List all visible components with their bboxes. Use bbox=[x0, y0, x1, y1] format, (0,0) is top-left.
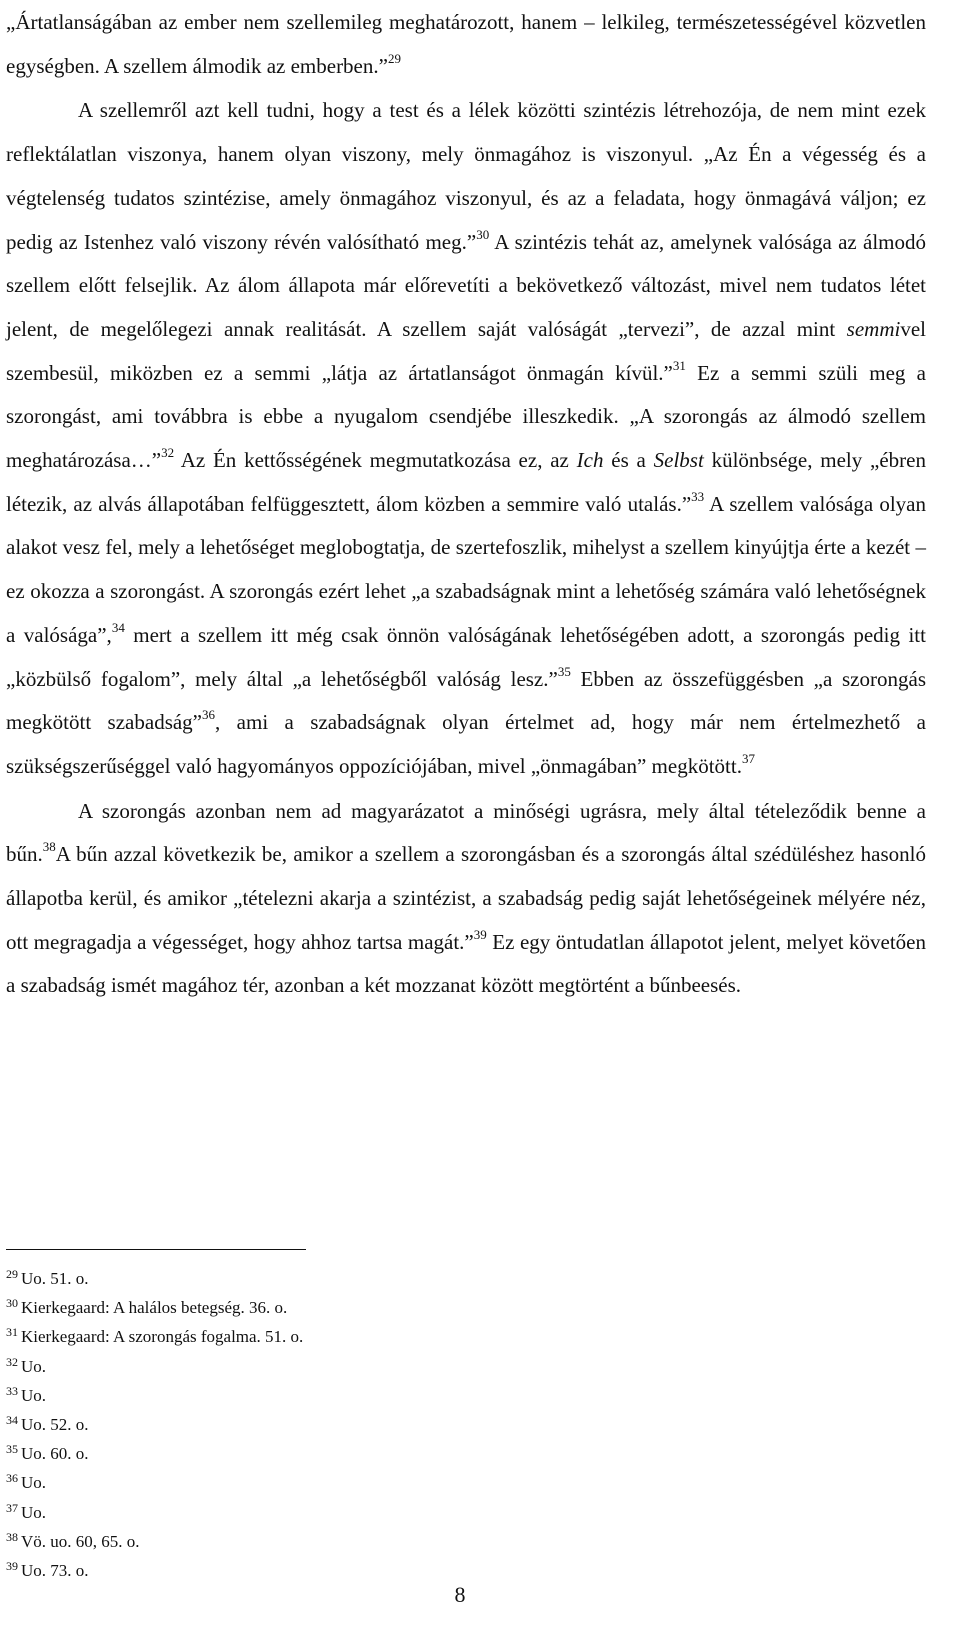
footnote-separator bbox=[6, 1249, 306, 1250]
footnote-marker: 32 bbox=[161, 445, 175, 461]
text-run: és a bbox=[603, 448, 654, 473]
footnote-text: Kierkegaard: A szorongás fogalma. 51. o. bbox=[21, 1327, 304, 1347]
footnote-text: Uo. 52. o. bbox=[21, 1415, 89, 1435]
text-run: A szintézis tehát az, amelynek valósága az álmodó szellem előtt felsejlik. Az álom állapota már előrevetíti a bekövetkező változást, mivel nem tudatos létet jelent, de megelőlegezi annak realitását. A szellem saját valóságát „tervezi”, de azzal mint bbox=[6, 229, 926, 341]
footnote-item bbox=[6, 1466, 606, 1495]
footnote-item bbox=[6, 1291, 606, 1320]
paragraph bbox=[6, 88, 926, 788]
footnote-number: 39 bbox=[6, 1559, 18, 1574]
footnote-number: 33 bbox=[6, 1383, 18, 1398]
footnote-item bbox=[6, 1496, 606, 1525]
footnote-marker: 39 bbox=[473, 926, 487, 942]
footnote-number: 29 bbox=[6, 1267, 18, 1281]
text-run: Ez egy öntudatlan állapotot jelent, melyet követően a szabadság ismét magához tér, azonban a két mozzanat között megtörtént a bűnbeesés. bbox=[6, 929, 926, 998]
text-run: Az Én kettősségének megmutatkozása ez, az bbox=[174, 448, 577, 473]
footnote-marker: 37 bbox=[741, 750, 755, 766]
footnote-marker: 35 bbox=[557, 663, 571, 679]
text-run: mert a szellem itt még csak önnön valóságának lehetőségében adott, a szorongás pedig itt „közbülső fogalom”, mely által „a lehetőségből valóság lesz.” bbox=[6, 622, 926, 691]
text-run: „Ártatlanságában az ember nem szellemileg meghatározott, hanem – lelkileg, természetességével közvetlen egységben. A szellem álmodik az emberben.” bbox=[6, 10, 926, 78]
text-run: Ez a semmi szüli meg a szorongást, ami továbbra is ebbe a nyugalom csendjébe illeszkedik. „A szorongás az álmodó szellem meghatározása…” bbox=[6, 360, 926, 473]
page-number: 8 bbox=[454, 1582, 466, 1607]
footnote-item bbox=[6, 1408, 606, 1437]
footnote-text: Uo. bbox=[21, 1502, 47, 1522]
footnote-text: Uo. bbox=[21, 1356, 47, 1376]
footnote-marker: 34 bbox=[111, 619, 125, 635]
text-run: különbsége, mely „ébren létezik, az alvás állapotában felfüggesztett, álom közben a semmire való utalás.” bbox=[6, 448, 926, 516]
footnote-marker: 38 bbox=[42, 839, 56, 855]
text-run: vel szembesül, miközben ez a semmi „látja az ártatlanságot önmagán kívül.” bbox=[6, 316, 926, 385]
footnote-marker: 30 bbox=[476, 226, 490, 242]
text-run: A szellemről azt kell tudni, hogy a test és a lélek közötti szintézis létrehozója, de nem mint ezek reflektálatlan viszonya, hanem olyan viszony, mely önmagához is viszonyul. „Az Én a végesség és a végtelenség tudatos szintézise, amely önmagához viszonyul, és az a feladata, hogy önmagává váljon; ez pedig az Istenhez való viszony révén valósítható meg.” bbox=[6, 98, 926, 254]
text-run: A szorongás azonban nem ad magyarázatot a minőségi ugrásra, mely által tételeződik benne a bűn. bbox=[6, 798, 926, 867]
footnote-text: Uo. bbox=[21, 1385, 47, 1405]
text-run: A szellem valósága olyan alakot vesz fel, mely a lehetőséget meglobogtatja, de szertefoszlik, mihelyst a szellem kinyújtja érte a kezét – ez okozza a szorongást. A szorongás ezért lehet „a szabadságnak mint a lehetőség számára való lehetőségnek a valósága”, bbox=[6, 491, 926, 647]
italic-term: semmi bbox=[846, 316, 901, 341]
footnote-number: 31 bbox=[6, 1325, 18, 1340]
italic-term: Ich bbox=[576, 448, 604, 473]
footnote-marker: 31 bbox=[672, 357, 686, 373]
paragraph bbox=[6, 789, 926, 1009]
footnote-text: Uo. 60. o. bbox=[21, 1444, 89, 1464]
footnote-item bbox=[6, 1262, 606, 1291]
footnote-number: 35 bbox=[6, 1442, 18, 1457]
text-run: Ebben az összefüggésben „a szorongás megkötött szabadság” bbox=[6, 666, 926, 735]
footnote-text: Vö. uo. 60, 65. o. bbox=[21, 1531, 140, 1551]
footnote-number: 32 bbox=[6, 1354, 18, 1369]
footnote-item bbox=[6, 1350, 606, 1379]
paragraph bbox=[6, 0, 926, 88]
footnote-number: 38 bbox=[6, 1529, 18, 1544]
footnote-text: Kierkegaard: A halálos betegség. 36. o. bbox=[21, 1298, 288, 1318]
footnote-number: 36 bbox=[6, 1471, 18, 1486]
page-body bbox=[6, 0, 926, 1008]
footnote-item bbox=[6, 1379, 606, 1408]
footnote-number: 30 bbox=[6, 1296, 18, 1311]
footnote-text: Uo. 73. o. bbox=[21, 1561, 89, 1581]
footnote-number: 34 bbox=[6, 1413, 18, 1428]
footnote-text: Uo. bbox=[21, 1473, 47, 1493]
footnote-marker: 36 bbox=[202, 707, 216, 723]
footnote-text: Uo. 51. o. bbox=[21, 1269, 89, 1288]
text-run: A bűn azzal következik be, amikor a szellem a szorongásban és a szorongás által szédüléshez hasonló állapotba kerül, és amikor „tételezni akarja a szintézist, a szabadság pedig saját lehetőségeinek mélyére néz, ott megragadja a végességet, hogy ahhoz tartsa magát.” bbox=[6, 842, 926, 954]
footnote-item bbox=[6, 1437, 606, 1466]
footnote-number: 37 bbox=[6, 1500, 18, 1515]
text-run: , ami a szabadságnak olyan értelmet ad, hogy már nem értelmezhető a szükségszerűséggel való hagyományos oppozíciójában, mivel „önmagában” megkötött. bbox=[6, 710, 927, 778]
footnote-item bbox=[6, 1320, 606, 1349]
footnotes-list bbox=[6, 1262, 606, 1583]
footnote-marker: 33 bbox=[691, 488, 705, 504]
footnote-marker: 29 bbox=[387, 50, 401, 66]
footnote-item bbox=[6, 1525, 606, 1554]
italic-term: Selbst bbox=[653, 448, 704, 473]
footnote-item bbox=[6, 1554, 606, 1583]
